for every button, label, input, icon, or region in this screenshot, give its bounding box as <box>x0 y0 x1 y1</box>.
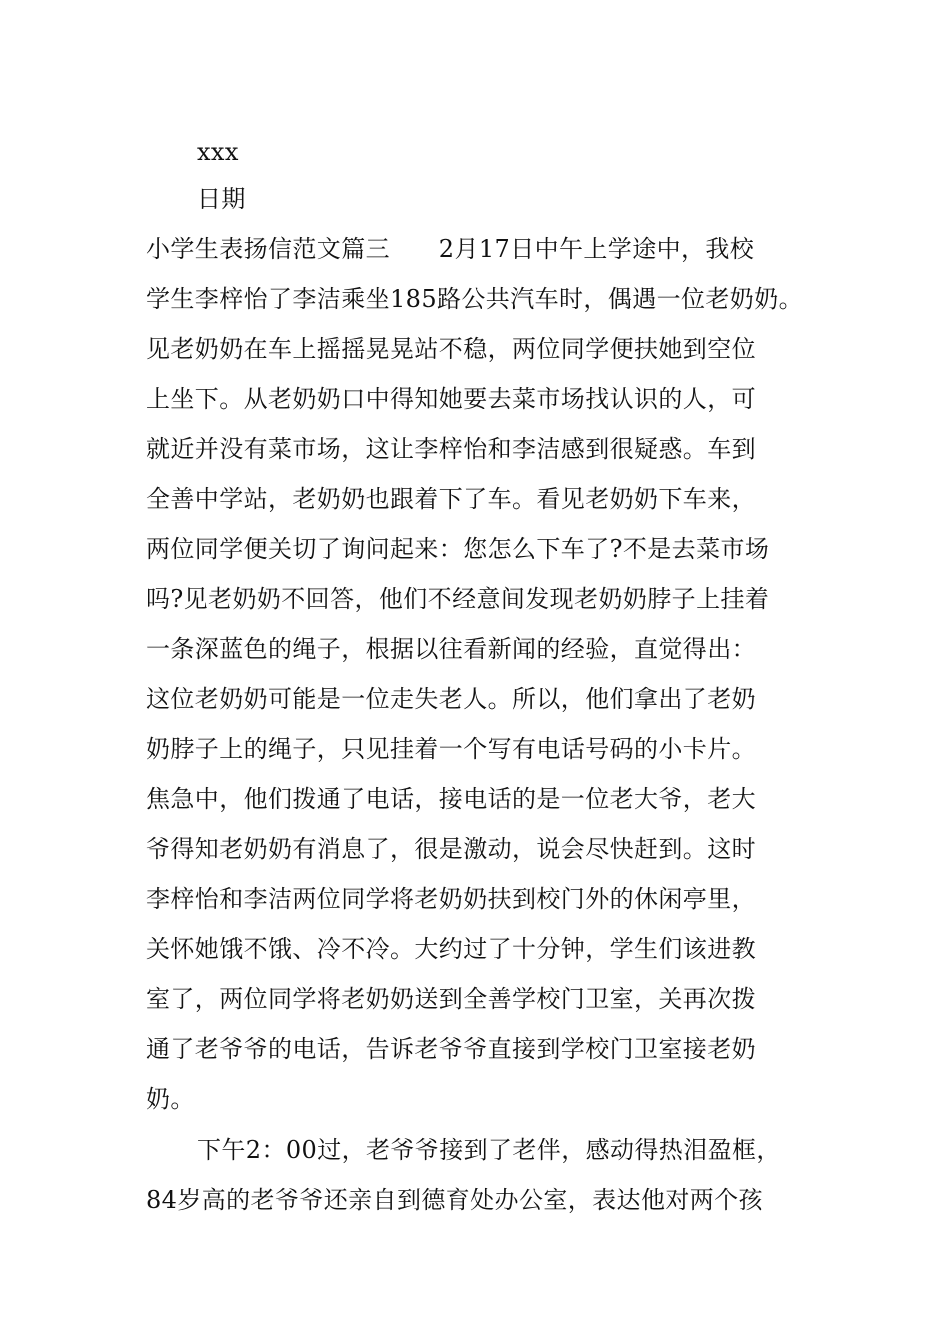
signature: xxx <box>197 138 239 166</box>
paragraph-line: 两位同学便关切了询问起来：您怎么下车了?不是去菜市场 <box>146 535 770 563</box>
paragraph-line: 一条深蓝色的绳子，根据以往看新闻的经验，直觉得出： <box>146 635 756 663</box>
paragraph-line: 李梓怡和李洁两位同学将老奶奶扶到校门外的休闲亭里， <box>146 885 756 913</box>
paragraph-line: 84岁高的老爷爷还亲自到德育处办公室，表达他对两个孩 <box>146 1186 763 1214</box>
paragraph-line: 小学生表扬信范文篇三 2月17日中午上学途中，我校 <box>146 235 755 263</box>
paragraph-line: 上坐下。从老奶奶口中得知她要去菜市场找认识的人，可 <box>146 385 756 413</box>
date-line: 日期 <box>197 185 246 213</box>
paragraph-line: 通了老爷爷的电话，告诉老爷爷直接到学校门卫室接老奶 <box>146 1035 756 1063</box>
paragraph-line: 见老奶奶在车上摇摇晃晃站不稳，两位同学便扶她到空位 <box>146 335 756 363</box>
paragraph-line: 爷得知老奶奶有消息了，很是激动，说会尽快赶到。这时 <box>146 835 756 863</box>
paragraph-line: 全善中学站，老奶奶也跟着下了车。看见老奶奶下车来， <box>146 485 756 513</box>
paragraph-line: 就近并没有菜市场，这让李梓怡和李洁感到很疑惑。车到 <box>146 435 756 463</box>
paragraph-line: 奶脖子上的绳子，只见挂着一个写有电话号码的小卡片。 <box>146 735 756 763</box>
paragraph-line: 这位老奶奶可能是一位走失老人。所以，他们拿出了老奶 <box>146 685 756 713</box>
paragraph-line: 焦急中，他们拨通了电话，接电话的是一位老大爷，老大 <box>146 785 756 813</box>
paragraph-line: 学生李梓怡了李洁乘坐185路公共汽车时，偶遇一位老奶奶。 <box>146 285 804 313</box>
paragraph-line: 奶。 <box>146 1085 195 1113</box>
paragraph-line: 室了，两位同学将老奶奶送到全善学校门卫室，关再次拨 <box>146 985 756 1013</box>
paragraph-line: 关怀她饿不饿、冷不冷。大约过了十分钟，学生们该进教 <box>146 935 756 963</box>
paragraph-line: 下午2：00过，老爷爷接到了老伴，感动得热泪盈框， <box>197 1136 781 1164</box>
paragraph-line: 吗?见老奶奶不回答，他们不经意间发现老奶奶脖子上挂着 <box>146 585 770 613</box>
